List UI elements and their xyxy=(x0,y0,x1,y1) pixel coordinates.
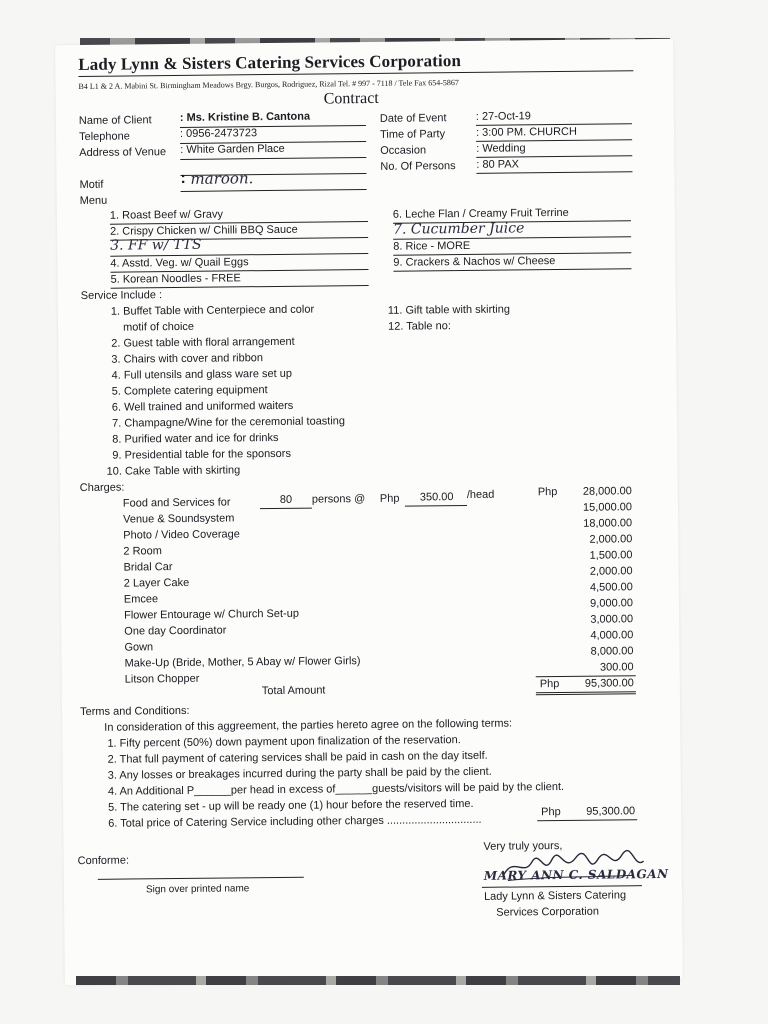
charge-amount: 2,000.00 xyxy=(589,565,633,578)
terms-total-amount: 95,300.00 xyxy=(586,805,636,818)
service-item: 12. Table no: xyxy=(387,320,451,333)
service-item: 6. Well trained and uniformed waiters xyxy=(111,399,294,414)
service-item: 1. Buffet Table with Centerpiece and color xyxy=(110,303,315,318)
terms-intro: In consideration of this aggreement, the parties hereto agree on the following terms: xyxy=(104,717,513,734)
terms-total-line xyxy=(537,819,637,821)
term-item: 1. Fifty percent (50%) down payment upon finalization of the reservation. xyxy=(107,734,461,750)
total-double-line xyxy=(536,691,636,695)
company-name: Lady Lynn & Sisters Catering Services Corporation xyxy=(78,51,462,75)
charge-amount: 300.00 xyxy=(599,661,634,674)
service-item: 11. Gift table with skirting xyxy=(387,303,511,317)
per-head-label: /head xyxy=(466,488,495,501)
contract-paper xyxy=(55,39,683,985)
menu-line xyxy=(111,285,369,289)
motif-line xyxy=(181,189,367,192)
charge-item: Gown xyxy=(124,641,154,654)
document-title: Contract xyxy=(323,89,379,108)
charge-item: Photo / Video Coverage xyxy=(123,528,240,542)
time-value: : 3:00 PM. CHURCH xyxy=(475,125,577,139)
conforme-label: Conforme: xyxy=(77,854,130,868)
terms-label: Terms and Conditions: xyxy=(80,704,190,719)
signer-name: MARY ANN C. SALDAGAN xyxy=(483,866,669,883)
service-item: 4. Full utensils and glass ware set up xyxy=(111,367,292,382)
venue-line xyxy=(180,157,366,160)
occasion-line xyxy=(476,155,632,158)
food-php-label-2: Php xyxy=(537,486,558,499)
charge-item: Venue & Soundsystem xyxy=(123,512,235,526)
charges-label: Charges: xyxy=(79,481,125,495)
venue-value: : White Garden Place xyxy=(180,142,285,156)
motif-label: Motif xyxy=(79,178,104,192)
occasion-value: : Wedding xyxy=(476,142,526,155)
charge-amount: 1,500.00 xyxy=(589,549,633,562)
charge-item: One day Coordinator xyxy=(124,624,227,638)
persons-label: No. Of Persons xyxy=(380,160,456,173)
venue-label: Address of Venue xyxy=(79,146,167,160)
closing-salutation: Very truly yours, xyxy=(483,839,563,853)
client-name-value: : Ms. Kristine B. Cantona xyxy=(179,110,311,124)
occasion-label: Occasion xyxy=(380,144,427,157)
menu-item-handwritten: 7. Cucumber Juice xyxy=(392,220,525,238)
total-amount: 95,300.00 xyxy=(584,677,634,690)
menu-line xyxy=(393,268,631,271)
charge-amount: 2,000.00 xyxy=(589,533,633,546)
term-item: 4. An Additional P______per head in excess of______guests/visitors will be paid by the client. xyxy=(107,780,565,798)
charge-amount: 4,500.00 xyxy=(589,581,633,594)
persons-at-label: persons @ xyxy=(311,493,366,506)
closing-company-1: Lady Lynn & Sisters Catering xyxy=(483,889,627,903)
telephone-value: : 0956-2473723 xyxy=(179,127,258,140)
menu-label: Menu xyxy=(79,194,108,208)
menu-item: 5. Korean Noodles - FREE xyxy=(110,272,241,286)
service-item: 7. Champagne/Wine for the ceremonial toasting xyxy=(111,415,346,430)
date-value: : 27-Oct-19 xyxy=(475,110,531,123)
charge-item: Emcee xyxy=(123,593,159,606)
menu-item: 4. Asstd. Veg. w/ Quail Eggs xyxy=(110,256,249,270)
motif-value: maroon. xyxy=(190,169,254,188)
company-address: B4 L1 & 2 A. Mabini St. Birmingham Meadows Brgy. Burgos, Rodriguez, Rizal Tel. # 997 - 7118 / Tele Fax 654-5867 xyxy=(78,78,459,92)
charge-item: Make-Up (Bride, Mother, 5 Abay w/ Flower Girls) xyxy=(124,655,361,670)
term-item: 3. Any losses or breakages incurred during the party shall be paid by the client. xyxy=(107,765,492,782)
term-item: 5. The catering set - up will be ready one (1) hour before the reserved time. xyxy=(108,797,474,814)
service-item: 5. Complete catering equipment xyxy=(111,384,268,398)
closing-company-2: Services Corporation xyxy=(496,905,599,919)
service-item: 8. Purified water and ice for drinks xyxy=(112,431,279,446)
charge-amount: 8,000.00 xyxy=(590,645,634,658)
service-item: 9. Presidential table for the sponsors xyxy=(112,447,291,462)
services-label: Service Include : xyxy=(80,289,163,303)
term-item: 2. That full payment of catering services shall be paid in cash on the day itself. xyxy=(107,749,488,766)
food-persons: 80 xyxy=(279,493,293,506)
charge-amount: 18,000.00 xyxy=(583,517,633,530)
persons-value: : 80 PAX xyxy=(476,158,520,171)
charge-item: 2 Layer Cake xyxy=(123,576,190,590)
service-item: 3. Chairs with cover and ribbon xyxy=(111,352,264,366)
telephone-label: Telephone xyxy=(78,130,130,144)
menu-item-handwritten: 3. FF w/ TTS xyxy=(110,236,202,254)
charge-amount: 15,000.00 xyxy=(582,501,633,514)
date-label: Date of Event xyxy=(379,112,447,125)
total-label: Total Amount xyxy=(261,684,326,698)
food-php-label: Php xyxy=(379,492,400,505)
scan-edge-bottom xyxy=(76,976,680,985)
menu-item: 9. Crackers & Nachos w/ Cheese xyxy=(393,255,556,269)
menu-item: 8. Rice - MORE xyxy=(393,239,471,253)
terms-total-php: Php xyxy=(541,806,561,819)
motif-colon: : xyxy=(180,169,186,187)
service-item: 2. Guest table with floral arrangement xyxy=(111,335,295,350)
food-rate: 350.00 xyxy=(419,491,454,504)
charge-amount: 28,000.00 xyxy=(582,485,632,498)
menu-item: 6. Leche Flan / Creamy Fruit Terrine xyxy=(392,206,569,221)
client-name-label: Name of Client xyxy=(78,114,152,128)
time-line xyxy=(476,139,632,142)
sign-over-label: Sign over printed name xyxy=(145,883,250,896)
service-item: 10. Cake Table with skirting xyxy=(106,464,241,478)
time-label: Time of Party xyxy=(379,128,446,141)
charge-amount: 3,000.00 xyxy=(590,613,634,626)
charge-amount: 4,000.00 xyxy=(590,629,634,642)
charge-amount: 9,000.00 xyxy=(590,597,634,610)
charge-item: 2 Room xyxy=(123,545,162,558)
menu-item: 1. Roast Beef w/ Gravy xyxy=(109,208,224,222)
charge-item: Flower Entourage w/ Church Set-up xyxy=(124,607,299,622)
total-php: Php xyxy=(539,678,560,691)
food-persons-line xyxy=(260,508,312,510)
term-item: 6. Total price of Catering Service including other charges ............................... xyxy=(108,813,482,830)
conforme-sign-line xyxy=(98,877,304,880)
food-rate-line xyxy=(405,505,467,507)
persons-line xyxy=(476,171,632,174)
charge-item: Litson Chopper xyxy=(124,672,200,686)
service-item: motif of choice xyxy=(122,320,195,334)
menu-item: 2. Crispy Chicken w/ Chilli BBQ Sauce xyxy=(109,223,298,238)
food-services-label: Food and Services for xyxy=(122,496,231,510)
charge-item: Bridal Car xyxy=(123,561,173,574)
